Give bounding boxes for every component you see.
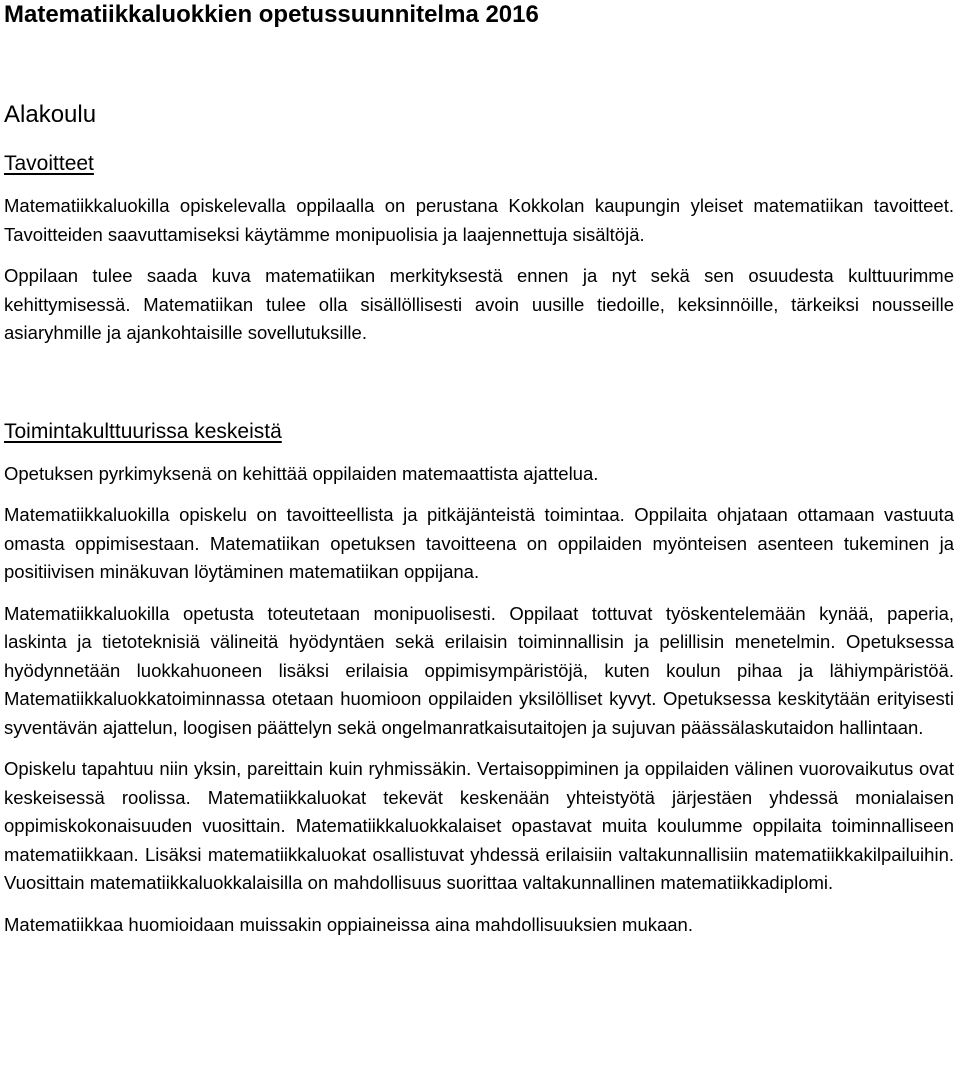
subheading-tavoitteet: Tavoitteet: [4, 152, 94, 175]
goals-paragraph-2: Oppilaan tulee saada kuva matematiikan merkityksestä ennen ja nyt sekä sen osuudesta kulttuurimme kehittymisessä. Matematiikan tulee olla sisällöllisesti avoin uusille tiedoille, keksinnöille, tärkeiksi nousseille asiaryhmille ja ajankohtaisille sovellutuksille.: [4, 265, 954, 343]
culture-paragraph-3: Matematiikkaluokilla opetusta toteutetaan monipuolisesti. Oppilaat tottuvat työskentelemään kynää, paperia, laskinta ja tietoteknisiä välineitä hyödyntäen sekä erilaisin toiminnallisin ja pelillisin menetelmin. Opetuksessa hyödynnetään luokkahuoneen lisäksi erilaisia oppimisympäristöjä, kuten koulun pihaa ja lähiympäristöä. Matematiikkaluokkatoiminnassa otetaan huomioon oppilaiden yksilölliset kyvyt. Opetuksessa keskitytään erityisesti syventävän ajattelun, loogisen päättelyn sekä ongelmanratkaisutaitojen ja sujuvan päässälaskutaidon hallintaan.: [4, 602, 954, 738]
culture-paragraph-4: Opiskelu tapahtuu niin yksin, pareittain kuin ryhmissäkin. Vertaisoppiminen ja oppilaiden välinen vuorovaikutus ovat keskeisessä roolissa. Matematiikkaluokat tekevät keskenään yhteistyötä järjestäen yhdessä monialaisen oppimiskokonaisuuden vuosittain. Matematiikkaluokkalaiset opastavat muita koulumme oppilaita toiminnalliseen matematiikkaan. Lisäksi matematiikkaluokat osallistuvat yhdessä erilaisiin valtakunnallisiin matematiikkakilpailuihin. Vuosittain matematiikkaluokkalaisilla on mahdollisuus suorittaa valtakunnallinen matematiikkadiplomi.: [4, 758, 954, 893]
document-title: Matematiikkaluokkien opetussuunnitelma 2016: [4, 1, 539, 28]
section-heading-alakoulu: Alakoulu: [4, 101, 97, 128]
culture-paragraph-5: Matematiikkaa huomioidaan muissakin oppiaineissa aina mahdollisuuksien mukaan.: [4, 913, 693, 935]
subheading-toimintakulttuuri: Toimintakulttuurissa keskeistä: [4, 419, 282, 443]
goals-paragraph-1: Matematiikkaluokilla opiskelevalla oppilaalla on perustana Kokkolan kaupungin yleiset matematiikan tavoitteet. Tavoitteiden saavuttamiseksi käytämme monipuolisia ja laajennettuja sisältöjä.: [4, 195, 954, 245]
culture-paragraph-1: Opetuksen pyrkimyksenä on kehittää oppilaiden matemaattista ajattelua.: [4, 462, 599, 484]
culture-paragraph-2: Matematiikkaluokilla opiskelu on tavoitteellista ja pitkäjänteistä toimintaa. Oppilaita ohjataan ottamaan vastuuta omasta oppimisestaan. Matematiikan opetuksen tavoitteena on oppilaiden myönteisen asenteen tukeminen ja positiivisen minäkuvan löytäminen matematiikan oppijana.: [4, 504, 954, 582]
